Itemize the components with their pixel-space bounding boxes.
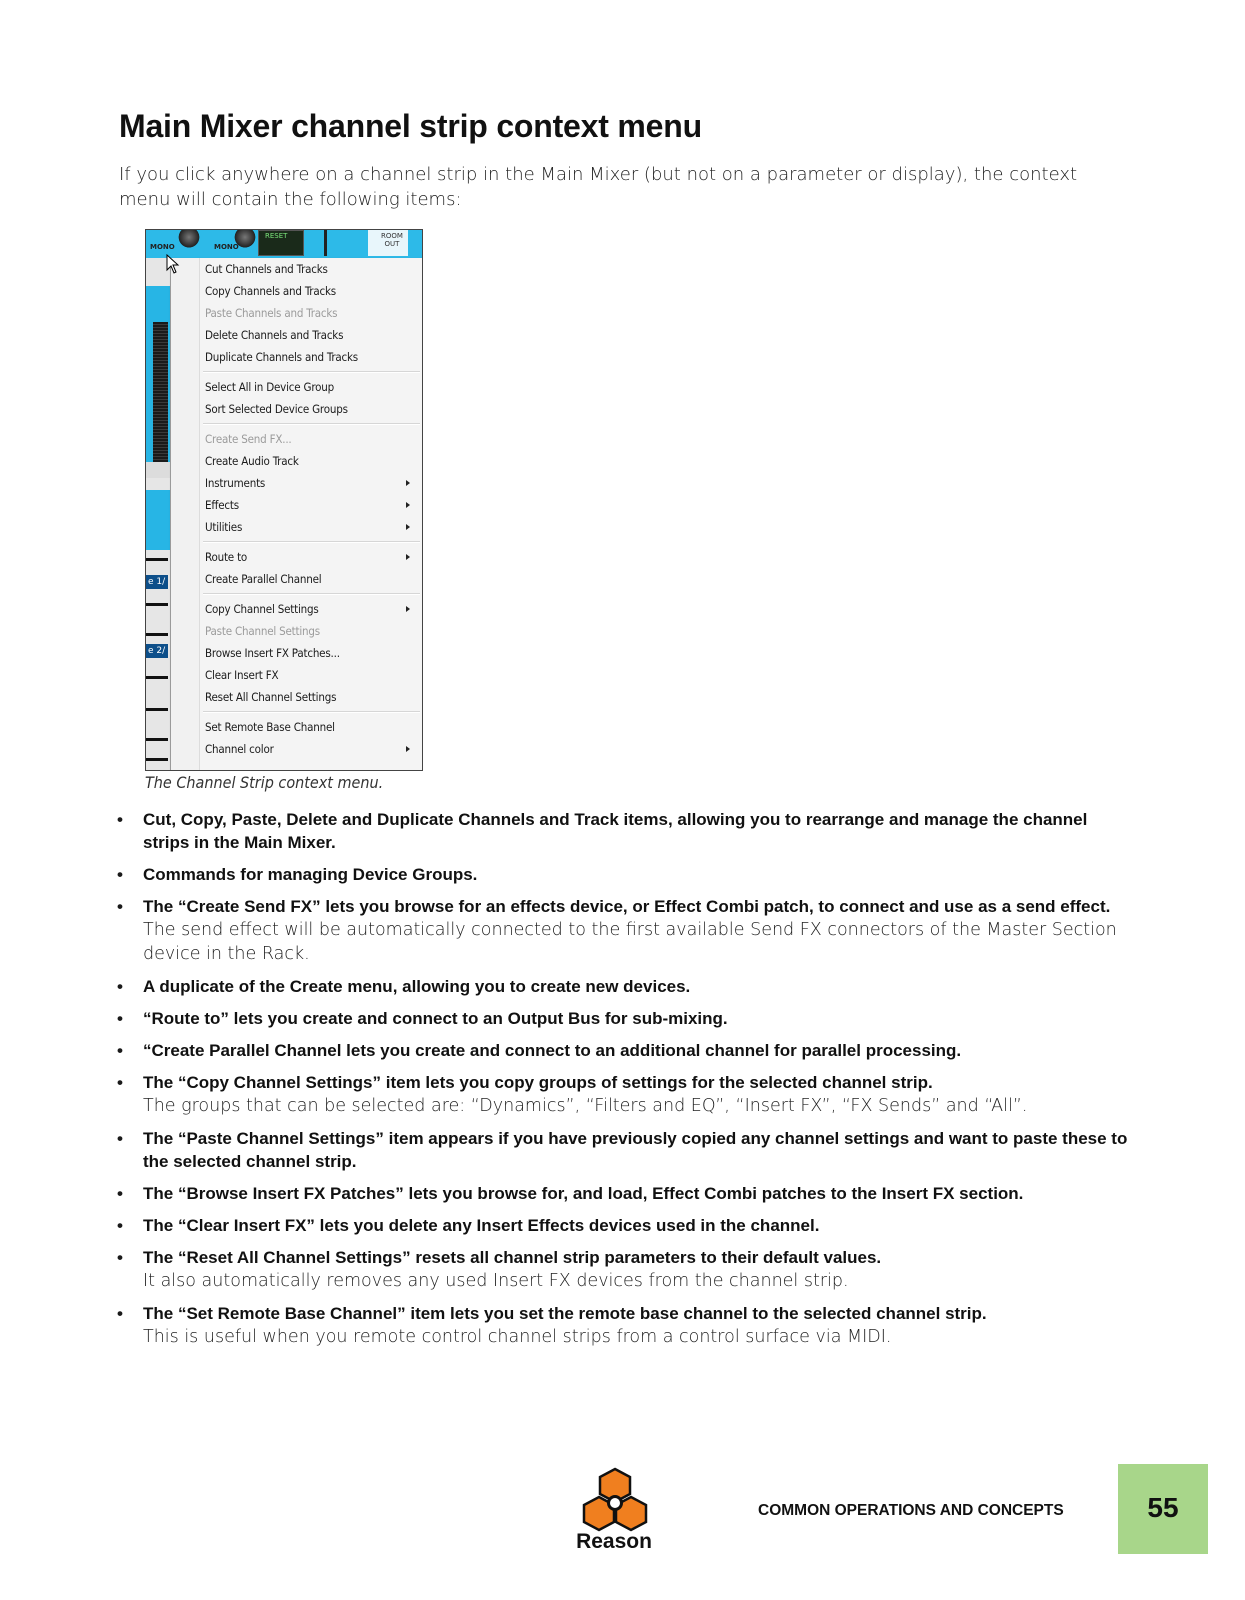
menu-item-label: Route to: [205, 550, 248, 564]
menu-item-clear-insert-fx[interactable]: [171, 664, 423, 686]
bullet-heading: The “Paste Channel Settings” item appears if you have previously copied any channel settings and want to paste these to the selected channel strip.: [143, 1129, 1128, 1171]
strip-divider: [146, 738, 168, 741]
bullet-dot-icon: •: [117, 1304, 123, 1323]
menu-item-label: Select All in Device Group: [205, 380, 334, 394]
menu-item-set-remote-base-channel[interactable]: [171, 716, 423, 738]
strip-divider: [146, 708, 168, 711]
menu-item-label: Paste Channels and Tracks: [205, 306, 338, 320]
bullet-heading: The “Set Remote Base Channel” item lets you set the remote base channel to the selected channel strip.: [143, 1304, 987, 1323]
bullet-dot-icon: •: [117, 977, 123, 996]
page-number: 55: [1147, 1492, 1179, 1523]
menu-item-create-send-fx: [171, 428, 423, 450]
bullet-dot-icon: •: [117, 865, 123, 884]
bullet-dot-icon: •: [117, 1248, 123, 1267]
submenu-arrow-icon: [406, 502, 410, 508]
menu-item-list: [171, 258, 423, 760]
reset-label: RESET: [265, 232, 288, 240]
menu-item-label: Delete Channels and Tracks: [205, 328, 344, 342]
strip-divider: [146, 758, 168, 761]
list-item: [117, 863, 1137, 886]
submenu-arrow-icon: [406, 480, 410, 486]
bullet-body: This is useful when you remote control channel strips from a control surface via MIDI.: [143, 1327, 892, 1347]
menu-item-label: Set Remote Base Channel: [205, 720, 335, 734]
bullet-heading: Cut, Copy, Paste, Delete and Duplicate Channels and Track items, allowing you to rearrange and manage the channel strips in the Main Mixer.: [143, 810, 1088, 852]
bullet-heading: The “Clear Insert FX” lets you delete any Insert Effects devices used in the channel.: [143, 1216, 820, 1235]
bullet-dot-icon: •: [117, 1216, 123, 1235]
bullet-dot-icon: •: [117, 897, 123, 916]
list-item: [117, 1127, 1137, 1173]
menu-item-copy-channels-and-tracks[interactable]: [171, 280, 423, 302]
list-item: [117, 1039, 1137, 1062]
menu-item-effects[interactable]: [171, 494, 423, 516]
intro-paragraph: If you click anywhere on a channel strip in the Main Mixer (but not on a parameter or display), the context menu will contain the following items:: [119, 164, 1078, 210]
bullet-body: It also automatically removes any used Insert FX devices from the channel strip.: [143, 1271, 849, 1291]
menu-item-label: Sort Selected Device Groups: [205, 402, 348, 416]
strip-divider: [146, 633, 168, 636]
bullet-body: The groups that can be selected are: “Dynamics”, “Filters and EQ”, “Insert FX”, “FX Sends” and “All”.: [143, 1096, 1028, 1116]
menu-item-utilities[interactable]: [171, 516, 423, 538]
submenu-arrow-icon: [406, 746, 410, 752]
menu-item-cut-channels-and-tracks[interactable]: [171, 258, 423, 280]
bullet-dot-icon: •: [117, 810, 123, 829]
list-item: [117, 1182, 1137, 1205]
bullet-dot-icon: •: [117, 1009, 123, 1028]
mouse-cursor-icon: [166, 254, 180, 274]
room-out-label: ROOM OUT: [381, 232, 403, 248]
menu-item-label: Create Audio Track: [205, 454, 299, 468]
list-item: [117, 1071, 1137, 1118]
menu-separator: [171, 538, 423, 546]
context-menu-screenshot: [145, 229, 423, 771]
figure-caption: The Channel Strip context menu.: [145, 773, 384, 792]
list-item: [117, 1214, 1137, 1237]
menu-item-label: Create Parallel Channel: [205, 572, 322, 586]
room-out-display: [368, 230, 408, 256]
menu-item-copy-channel-settings[interactable]: [171, 598, 423, 620]
menu-item-browse-insert-fx-patches[interactable]: [171, 642, 423, 664]
menu-separator: [171, 368, 423, 376]
menu-separator: [171, 708, 423, 716]
pan-knob[interactable]: [176, 230, 202, 248]
list-item: [117, 895, 1137, 966]
menu-item-label: Clear Insert FX: [205, 668, 279, 682]
bullet-heading: “Create Parallel Channel lets you create and connect to an additional channel for parallel processing.: [143, 1041, 962, 1060]
menu-item-create-audio-track[interactable]: [171, 450, 423, 472]
level-meter: [153, 322, 168, 462]
list-item: [117, 1302, 1137, 1349]
channel-strip-body: [146, 490, 170, 550]
menu-item-label: Effects: [205, 498, 239, 512]
mixer-header: [146, 230, 423, 258]
bullet-body: The send effect will be automatically connected to the first available Send FX connectors of the Master Section device in the Rack.: [143, 920, 1117, 964]
menu-item-route-to[interactable]: [171, 546, 423, 568]
menu-item-channel-color[interactable]: [171, 738, 423, 760]
menu-item-label: Copy Channel Settings: [205, 602, 319, 616]
bullet-dot-icon: •: [117, 1041, 123, 1060]
menu-separator: [171, 590, 423, 598]
mono-label: MONO: [150, 243, 175, 251]
menu-item-reset-all-channel-settings[interactable]: [171, 686, 423, 708]
fader-handle[interactable]: [324, 230, 327, 256]
bullet-heading: A duplicate of the Create menu, allowing you to create new devices.: [143, 977, 691, 996]
menu-item-label: Instruments: [205, 476, 266, 490]
context-menu: [170, 258, 423, 771]
menu-item-select-all-in-device-group[interactable]: [171, 376, 423, 398]
menu-item-label: Copy Channels and Tracks: [205, 284, 336, 298]
bullet-list: [117, 808, 1137, 1358]
bullet-dot-icon: •: [117, 1073, 123, 1092]
menu-item-label: Duplicate Channels and Tracks: [205, 350, 358, 364]
list-item: [117, 975, 1137, 998]
menu-item-duplicate-channels-and-tracks[interactable]: [171, 346, 423, 368]
list-item: [117, 808, 1137, 854]
channel-tag: e 2/: [146, 644, 168, 658]
bullet-dot-icon: •: [117, 1184, 123, 1203]
submenu-arrow-icon: [406, 606, 410, 612]
menu-item-create-parallel-channel[interactable]: [171, 568, 423, 590]
strip-divider: [146, 603, 168, 606]
menu-item-label: Reset All Channel Settings: [205, 690, 337, 704]
menu-item-delete-channels-and-tracks[interactable]: [171, 324, 423, 346]
logo-text: Reason: [576, 1530, 652, 1553]
section-name: COMMON OPERATIONS AND CONCEPTS: [758, 1502, 1064, 1519]
list-item: [117, 1007, 1137, 1030]
menu-item-label: Paste Channel Settings: [205, 624, 320, 638]
menu-item-paste-channel-settings: [171, 620, 423, 642]
mono-label: MONO: [214, 243, 239, 251]
menu-item-paste-channels-and-tracks: [171, 302, 423, 324]
bullet-heading: The “Create Send FX” lets you browse for an effects device, or Effect Combi patch, to connect and use as a send effect.: [143, 897, 1111, 916]
bullet-heading: The “Copy Channel Settings” item lets you copy groups of settings for the selected channel strip.: [143, 1073, 933, 1092]
menu-item-label: Utilities: [205, 520, 243, 534]
bullet-heading: The “Browse Insert FX Patches” lets you browse for, and load, Effect Combi patches to the Insert FX section.: [143, 1184, 1024, 1203]
page-number-box: [1118, 1464, 1208, 1554]
strip-divider: [146, 676, 168, 679]
bullet-heading: Commands for managing Device Groups.: [143, 865, 478, 884]
channel-tag: e 1/: [146, 575, 168, 589]
menu-item-instruments[interactable]: [171, 472, 423, 494]
strip-divider: [146, 558, 168, 561]
bullet-dot-icon: •: [117, 1129, 123, 1148]
list-item: [117, 1246, 1137, 1293]
bullet-heading: The “Reset All Channel Settings” resets all channel strip parameters to their default values.: [143, 1248, 882, 1267]
menu-item-sort-selected-device-groups[interactable]: [171, 398, 423, 420]
menu-item-label: Channel color: [205, 742, 274, 756]
reset-display[interactable]: [258, 230, 304, 256]
menu-item-label: Cut Channels and Tracks: [205, 262, 328, 276]
menu-separator: [171, 420, 423, 428]
submenu-arrow-icon: [406, 524, 410, 530]
menu-item-label: Create Send FX...: [205, 432, 292, 446]
channel-strip-body: [146, 462, 170, 478]
bullet-heading: “Route to” lets you create and connect to an Output Bus for sub-mixing.: [143, 1009, 728, 1028]
menu-item-label: Browse Insert FX Patches...: [205, 646, 340, 660]
channel-strip-edge[interactable]: [146, 258, 170, 771]
submenu-arrow-icon: [406, 554, 410, 560]
page-title: Main Mixer channel strip context menu: [119, 108, 702, 144]
